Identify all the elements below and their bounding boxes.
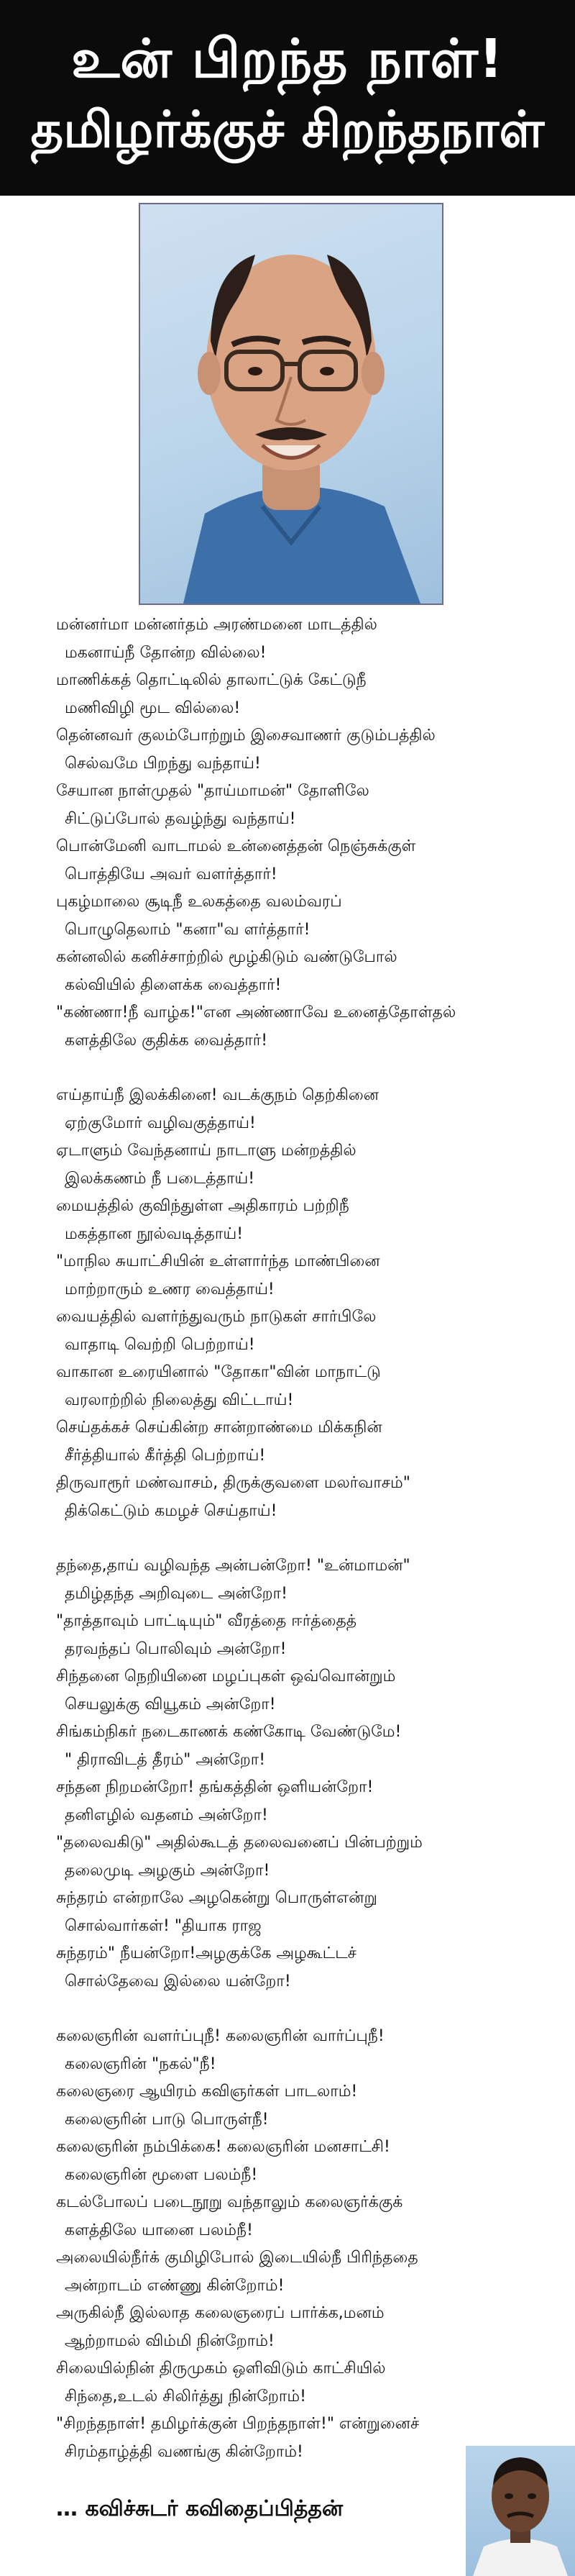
poem-line: மணிவிழி மூட வில்லை! bbox=[65, 698, 241, 717]
poem-line: சிங்கம்நிகர் நடைகாணக் கண்கோடி வேண்டுமே! bbox=[56, 1723, 402, 1741]
poem-line: மாற்றாரும் உணர வைத்தாய்! bbox=[65, 1280, 275, 1298]
poem-line: செய்தக்கச் செய்கின்ற சான்றாண்மை மிக்கநின் bbox=[56, 1419, 382, 1437]
poem-line: கன்னலில் கனிச்சாற்றில் மூழ்கிடும் வண்டுபோல் bbox=[56, 948, 397, 966]
poem-line: பொழுதெலாம் "கனா"வ ளர்த்தார்! bbox=[65, 920, 310, 939]
poem-line: "சிறந்தநாள்! தமிழர்க்குன் பிறந்தநாள்!" என்றுனைச் bbox=[56, 2415, 420, 2433]
poem-line: கலைஞரின் பாடு பொருள்நீ! bbox=[65, 2110, 269, 2129]
poem-line: கலைஞரின் வளர்ப்புநீ! கலைஞரின் வார்ப்புநீ! bbox=[56, 2027, 385, 2045]
poem-line: சேயான நாள்முதல் "தாய்மாமன்" தோளிலே bbox=[56, 782, 369, 800]
poem-line: ஏடாளும் வேந்தனாய் நாடாளு மன்றத்தில் bbox=[56, 1142, 356, 1160]
poem-line: வரலாற்றில் நிலைத்து விட்டாய்! bbox=[65, 1391, 294, 1409]
poem-line: மகனாய்நீ தோன்ற வில்லை! bbox=[65, 643, 267, 662]
portrait-section bbox=[0, 196, 575, 620]
poem-line: வாதாடி வெற்றி பெற்றாய்! bbox=[65, 1335, 255, 1354]
poem-body bbox=[56, 611, 552, 2493]
poem-line: களத்திலே யானை பலம்நீ! bbox=[65, 2221, 253, 2239]
poem-line: கல்வியில் திளைக்க வைத்தார்! bbox=[65, 975, 282, 994]
poem-line: தென்னவர் குலம்போற்றும் இசைவாணர் குடும்பத்தில் bbox=[56, 727, 436, 745]
poem-line: தனிஎழில் வதனம் அன்றோ! bbox=[65, 1806, 268, 1824]
poem-line: ஏற்குமோர் வழிவகுத்தாய்! bbox=[65, 1114, 256, 1132]
poem-line: பொத்தியே அவர் வளர்த்தார்! bbox=[65, 865, 277, 883]
poem-line: சீர்த்தியால் கீர்த்தி பெற்றாய்! bbox=[65, 1446, 266, 1465]
poem-line: சிட்டுப்போல் தவழ்ந்து வந்தாய்! bbox=[65, 809, 296, 828]
poem-line: ஆற்றாமல் விம்மி நின்றோம்! bbox=[65, 2331, 275, 2350]
stanza-3 bbox=[56, 1552, 552, 1995]
poem-line: எய்தாய்நீ இலக்கினை! வடக்குநம் தெற்கினை bbox=[56, 1086, 380, 1104]
poet-photo bbox=[466, 2446, 575, 2576]
poem-line: கலைஞரின் மூளை பலம்நீ! bbox=[65, 2165, 258, 2184]
poem-line: அருகில்நீ இல்லாத கலைஞரைப் பார்க்க,மனம் bbox=[56, 2304, 385, 2322]
poem-line: சிந்தனை நெறியினை மழப்புகள் ஒவ்வொன்றும் bbox=[56, 1667, 396, 1685]
poem-line: சிலையில்நின் திருமுகம் ஒளிவிடும் காட்சியில் bbox=[56, 2359, 386, 2377]
poem-line: மாணிக்கத் தொட்டிலில் தாலாட்டுக் கேட்டுநீ bbox=[56, 671, 367, 689]
portrait-photo bbox=[139, 203, 443, 605]
poem-line: சொல்வார்கள்! "தியாக ராஜ bbox=[65, 1916, 262, 1935]
poem-line: செயலுக்கு வியூகம் அன்றோ! bbox=[65, 1695, 276, 1713]
poem-line: தமிழ்தந்த அறிவுடை அன்றோ! bbox=[65, 1584, 288, 1603]
poem-line: கலைஞரின் நம்பிக்கை! கலைஞரின் மனசாட்சி! bbox=[56, 2138, 390, 2156]
poem-line: சுந்தரம்" நீயன்றோ!அழகுக்கே அழகூட்டச் bbox=[56, 1944, 356, 1962]
poem-line: "தலைவகிடு" அதில்கூடத் தலைவனைப் பின்பற்றும் bbox=[56, 1834, 423, 1852]
poem-line: தந்தை,தாய் வழிவந்த அன்பன்றோ! "உன்மாமன்" bbox=[56, 1557, 410, 1575]
poem-line: வையத்தில் வளர்ந்துவரும் நாடுகள் சார்பிலே bbox=[56, 1308, 377, 1326]
poem-line: கலைஞரை ஆயிரம் கவிஞர்கள் பாடலாம்! bbox=[56, 2083, 358, 2101]
poem-line: இலக்கணம் நீ படைத்தாய்! bbox=[65, 1169, 255, 1188]
stanza-4 bbox=[56, 2023, 552, 2466]
poem-line: வாகான உரையினால் "தோகா"வின் மாநாட்டு bbox=[56, 1363, 381, 1381]
poet-portrait-illustration bbox=[466, 2446, 575, 2576]
poem-line: மையத்தில் குவிந்துள்ள அதிகாரம் பற்றிநீ bbox=[56, 1197, 349, 1215]
poem-line: சொல்தேவை இல்லை யன்றோ! bbox=[65, 1972, 291, 1990]
headline-line-1: உன் பிறந்த நாள்! bbox=[71, 28, 504, 90]
poem-line: களத்திலே குதிக்க வைத்தார்! bbox=[65, 1031, 268, 1050]
poem-line: " திராவிடத் தீரம்" அன்றோ! bbox=[65, 1750, 266, 1769]
poem-line: அன்றாடம் எண்ணு கின்றோம்! bbox=[65, 2276, 285, 2295]
poem-line: மகத்தான நூல்வடித்தாய்! bbox=[65, 1224, 244, 1243]
stanza-1 bbox=[56, 611, 552, 1055]
stanza-2 bbox=[56, 1082, 552, 1525]
poet-signature: … கவிச்சுடர் கவிதைப்பித்தன் bbox=[56, 2496, 344, 2521]
poem-line: செல்வமே பிறந்து வந்தாய்! bbox=[65, 754, 261, 773]
poem-line: பொன்மேனி வாடாமல் உன்னைத்தன் நெஞ்சுக்குள் bbox=[56, 837, 416, 855]
headline-banner bbox=[0, 0, 575, 196]
poem-line: கடல்போலப் படைநூறு வந்தாலும் கலைஞர்க்குக் bbox=[56, 2193, 403, 2211]
poem-line: "மாநில சுயாட்சியின் உள்ளார்ந்த மாண்பினை bbox=[56, 1252, 380, 1270]
poem-line: அலையில்நீர்க் குமிழிபோல் இடையில்நீ பிரிந்ததை bbox=[56, 2249, 418, 2267]
poem-line: தலைமுடி அழகும் அன்றோ! bbox=[65, 1861, 270, 1880]
poem-line: "கண்ணா!நீ வாழ்க!"என அண்ணாவே உனைத்தோள்தல் bbox=[56, 1003, 456, 1021]
portrait-illustration bbox=[140, 204, 442, 604]
poem-line: சிந்தை,உடல் சிலிர்த்து நின்றோம்! bbox=[65, 2387, 306, 2406]
poem-line: சிரம்தாழ்த்தி வணங்கு கின்றோம்! bbox=[65, 2442, 303, 2461]
poem-line: கலைஞரின் "நகல்"நீ! bbox=[65, 2054, 216, 2073]
poem-line: திருவாரூர் மண்வாசம், திருக்குவளை மலர்வாசம்" bbox=[56, 1474, 410, 1492]
poem-line: திக்கெட்டும் கமழச் செய்தாய்! bbox=[65, 1501, 277, 1520]
poem-line: "தாத்தாவும் பாட்டியும்" வீரத்தை ஈர்த்தைத் bbox=[56, 1612, 357, 1630]
poem-line: சந்தன நிறமன்றோ! தங்கத்தின் ஒளியன்றோ! bbox=[56, 1778, 374, 1796]
poem-line: தரவந்தப் பொலிவும் அன்றோ! bbox=[65, 1639, 287, 1658]
poem-line: புகழ்மாலை சூடிநீ உலகத்தை வலம்வரப் bbox=[56, 893, 342, 911]
poem-line: மன்னர்மா மன்னர்தம் அரண்மனை மாடத்தில் bbox=[56, 616, 377, 634]
poem-line: சுந்தரம் என்றாலே அழகென்று பொருள்என்று bbox=[56, 1889, 377, 1907]
headline-line-2: தமிழர்க்குச் சிறந்தநாள் bbox=[30, 100, 545, 159]
